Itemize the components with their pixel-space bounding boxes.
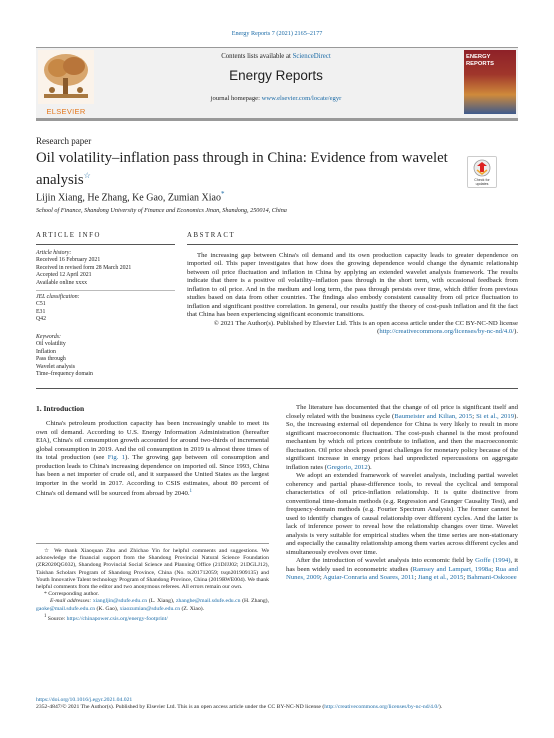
citation-link[interactable]: Goffe (1994) (475, 557, 511, 564)
contents-availability-line (96, 53, 456, 60)
right-column (286, 404, 518, 583)
keyword: Wavelet analysis (36, 363, 75, 370)
r3-text-a: After the introduction of wavelet analysis into economic field by (296, 557, 476, 564)
license-link[interactable]: http://creativecommons.org/licenses/by-nc-nd/4.0/ (379, 328, 515, 336)
corr-mark: * (44, 591, 47, 598)
history-item: Available online xxxx (36, 279, 88, 286)
history-divider (36, 290, 175, 291)
r1-end: ). (367, 463, 372, 471)
jel-code: Q42 (36, 316, 46, 323)
abstract-body (187, 252, 518, 337)
email-owner: (K. Gao), (95, 605, 119, 612)
journal-title: Energy Reports (229, 68, 323, 83)
history-item: Received 16 February 2021 (36, 257, 101, 264)
email-footnote (36, 598, 269, 612)
jel-classification (36, 294, 175, 324)
title-footnote-mark[interactable]: ☆ (83, 171, 91, 180)
email-link[interactable]: zhanghe@mail.sdufe.edu.cn (175, 598, 241, 605)
source-label: Source: (47, 615, 67, 622)
keywords-label: Keywords: (36, 334, 61, 340)
citation-link[interactable]: Gregorio, 2012 (326, 463, 368, 471)
article-history (36, 250, 175, 287)
citation-sep: ; (472, 412, 477, 420)
abstract-copyright (187, 320, 518, 337)
check-for-updates-icon[interactable] (467, 156, 497, 188)
homepage-prefix: journal homepage: (210, 95, 262, 102)
intro-p1-text-a: China's petroleum production capacity has been increasingly unable to meet its own oil demand. According to U.S. Energy Information Administration (hereafter EIA), China's oil consumption growth accounted for around two-thirds of incremental global consumption in 2019. And the oil consumption in 2019 is almost three times of its total production (see (36, 420, 269, 461)
article-type: Research paper (36, 136, 92, 146)
jel-code: C51 (36, 301, 46, 308)
footnote-rule (36, 543, 269, 544)
publisher-name: ELSEVIER (46, 107, 86, 116)
jel-label: JEL classification: (36, 294, 80, 300)
intro-paragraph-3: We adopt an extended framework of wavelet analysis, including partial wavelet coherency and partial phase-difference tools, to reveal the cyclical and temporal characteristics of oil price-inflation relationship. It is quite distinctive from conventional time-domain methods (e.g. Regression and Granger Causality Test), and frequency-domain methods (e.g. Fourier Spectrum Analysis). The former cannot be used to identify changes of causal relationship over different cycles. And the latter is lack of inference power to reveal how the relationship changes over time. Wavelet analysis is very suitable for empirical studies when the time series are non-stationary and especially the causality relationship among them varies across different cycles and simultaneously evolves over time. (286, 472, 518, 556)
citation-link[interactable]: Baumeister and Kilian, 2015 (394, 412, 473, 420)
email-link[interactable]: xiaozumian@sdufe.edu.cn (119, 605, 181, 612)
rights-license-link[interactable]: http://creativecommons.org/licenses/by-nc-nd/4.0/ (324, 704, 439, 711)
sciencedirect-link[interactable]: ScienceDirect (292, 53, 331, 60)
homepage-link[interactable]: www.elsevier.com/locate/egyr (261, 95, 342, 102)
intro-paragraph-1 (36, 420, 269, 499)
abstract-rule (187, 244, 518, 245)
copyright-end: ). (514, 328, 518, 336)
acknowledgement-footnote (36, 548, 269, 591)
source-footnote (36, 613, 269, 623)
ack-text: We thank Xiaoquan Zhu and Zhichao Yin for helpful comments and suggestions. We acknowledge the financial support from the Shandong Provincial Natural Science Foundation (ZR2020QG032), Shandong Provincial Social Science and Planning Office (21DJJJ02; 21DGLJ12), Taishan Scholars Program of Shandong Province, China (No. ts201712059; tsqn201909135) and Youth Innovative Talent technology Program of Shandong Province, China (2019RWE004). We thank helpful comments from the editor and two anonymous referees. All errors remain our own. (36, 548, 269, 591)
contents-prefix: Contents lists available at (221, 53, 293, 60)
jel-code: E31 (36, 308, 46, 315)
article-title-text: Oil volatility–inflation pass through in China: Evidence from wavelet analysis (36, 150, 448, 188)
introduction-heading: 1. Introduction (36, 404, 85, 413)
doi-link[interactable]: https://doi.org/10.1016/j.egyr.2021.04.021 (36, 697, 133, 703)
journal-homepage-line (96, 95, 456, 102)
citation-link[interactable]: Aguiar-Conraria and Soares, 2011 (322, 574, 415, 581)
citation-sep: ; (414, 574, 418, 581)
front-matter-rule (36, 388, 518, 389)
page-bottom (36, 697, 518, 711)
citation-sep: ; (319, 574, 323, 581)
intro-p1-text-b: ). The growing gap between oil consumption and production leads to China's increasing dependence on imported oil. Since 1993, China has been a net importer of crude oil, and it surpassed the United States as the largest importer in the world in 2017. According to CSIS estimates, about 80 percent of China's oil demand will be sourced from abroad by 2040. (36, 454, 269, 498)
ack-star: ☆ (44, 548, 51, 554)
citation-link[interactable]: Bahmani-Oskooee (466, 574, 517, 581)
abstract-heading: ABSTRACT (187, 232, 236, 239)
citation-sep: ; (491, 565, 496, 573)
source-link[interactable]: https://chinapower.csis.org/energy-footprint/ (66, 615, 168, 622)
citation-link[interactable]: Rua and Nunes, 2009 (286, 565, 518, 581)
keyword: Pass through (36, 356, 66, 363)
source-note-mark: 1 (44, 613, 47, 619)
r3-text-b: , it has been widely used in econometric studies ( (286, 557, 518, 573)
copyright-text: © 2021 The Author(s). Published by Elsevier Ltd. This is an open access article under the CC BY-NC-ND license ( (213, 319, 518, 336)
history-item: Accepted 12 April 2021 (36, 272, 92, 279)
r1-text-b: ). So, the increasing external oil dependence for China is very likely to result in more significant macroeconomic fluctuation. The cost-push channel is the most profound mechanism by which oil prices contribute to inflation, and then the macroeconomic fluctuation. Oil price shock posed great challenges for monetary policy because of the significant increase in energy prices had unpredicted repercussions on aggregate inflation rates ( (286, 412, 518, 471)
email-owner: (Z. Xiao). (180, 605, 205, 612)
svg-text:updates: updates (475, 182, 489, 186)
citation-sep: ; (463, 574, 467, 581)
corresponding-author-mark[interactable]: * (220, 190, 225, 198)
article-info-rule (36, 244, 175, 245)
citation-link[interactable]: Ramsey and Lampart, 1998a (412, 565, 492, 573)
intro-paragraph-4 (286, 557, 518, 583)
keyword: Time–frequency domain (36, 371, 93, 378)
email-link[interactable]: gaoke@mail.sdufe.edu.cn (36, 605, 96, 612)
rights-line (36, 704, 518, 711)
abstract-text: The increasing gap between China's oil demand and its own production capacity leads to greater dependence on imported oil. This paper investigates that how does the growing dependence would change the dynamic relationship between oil price fluctuation and inflation in China by applying an extended wavelet analysis framework. The results indicate that there is a positive oil volatility–inflation pass through in the short term, with occasional feedback from inflation to oil price. And in the medium and long term, the pass through persists over time, which differ from previous studies based on data from other countries. The findings also embody consistent causality from oil price fluctuation to inflation and significant positive correlation. In general, our results justify the theory of cost-push inflation and fit the fact that China has been experiencing significant economic transitions. (187, 252, 518, 319)
figure-1-link[interactable]: Fig. 1 (107, 454, 126, 461)
author-list (36, 190, 224, 203)
rights-end: ). (438, 704, 443, 711)
rights-text: 2352-4847/© 2021 The Author(s). Published by Elsevier Ltd. This is an open access article under the CC BY-NC-ND license ( (36, 704, 325, 711)
r1-text-a: The literature has documented that the change of oil price is significant itself and closely related with the business cycle ( (286, 404, 518, 420)
keyword: Inflation (36, 348, 56, 355)
citation-link[interactable]: Jiang et al., 2015 (417, 574, 464, 581)
email-owner: (H. Zhang), (240, 598, 269, 605)
history-label: Article history: (36, 250, 72, 256)
history-item: Received in revised form 28 March 2021 (36, 264, 132, 271)
email-owner: (L. Xiang), (147, 598, 175, 605)
authors-text: Lijin Xiang, He Zhang, Ke Gao, Zumian Xiao (36, 192, 221, 204)
corr-text: Corresponding author. (48, 591, 100, 598)
intro-paragraph-2 (286, 404, 518, 472)
footnote-1-mark[interactable]: 1 (189, 489, 192, 494)
journal-cover-title: ENERGY REPORTS (466, 54, 495, 67)
email-label: E-mail addresses: (50, 598, 93, 605)
elsevier-tree-logo-icon (38, 50, 94, 104)
article-title (36, 150, 456, 189)
article-info-heading: ARTICLE INFO (36, 232, 102, 239)
keywords (36, 334, 175, 378)
citation-link[interactable]: Si et al., 2019 (476, 412, 515, 420)
journal-reference[interactable]: Energy Reports 7 (2021) 2165–2177 (231, 30, 323, 37)
keyword: Oil volatility (36, 341, 66, 348)
footnotes (36, 548, 269, 623)
affiliation: School of Finance, Shandong University of Finance and Economics Jinan, Shandong, 250014, China (36, 207, 287, 214)
email-link[interactable]: xiangljin@sdufe.edu.cn (92, 598, 148, 605)
svg-text:Check for: Check for (474, 178, 490, 182)
